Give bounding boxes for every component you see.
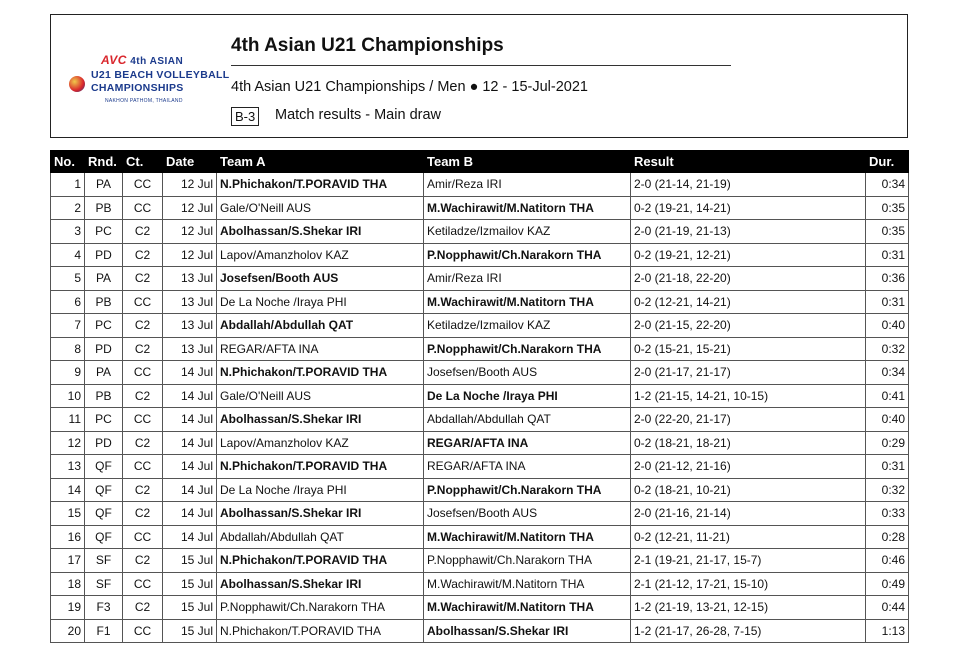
logo-location: NAKHON PATHOM, THAILAND	[105, 98, 183, 104]
cell-match-no: 15	[51, 502, 85, 526]
cell-team-b: P.Nopphawit/Ch.Narakorn THA	[424, 478, 631, 502]
table-row	[51, 525, 909, 549]
cell-duration: 0:40	[866, 314, 909, 338]
cell-round: SF	[85, 549, 123, 573]
cell-match-no: 7	[51, 314, 85, 338]
cell-date: 13 Jul	[163, 337, 217, 361]
table-row	[51, 220, 909, 244]
cell-team-a: Lapov/Amanzholov KAZ	[217, 243, 424, 267]
cell-team-b: Abolhassan/S.Shekar IRI	[424, 619, 631, 643]
cell-date: 14 Jul	[163, 361, 217, 385]
cell-court: C2	[123, 243, 163, 267]
cell-round: PD	[85, 431, 123, 455]
cell-round: PB	[85, 290, 123, 314]
cell-duration: 0:34	[866, 361, 909, 385]
cell-result: 0-2 (19-21, 14-21)	[631, 196, 866, 220]
cell-court: C2	[123, 431, 163, 455]
cell-court: CC	[123, 619, 163, 643]
cell-duration: 0:31	[866, 290, 909, 314]
cell-duration: 0:31	[866, 455, 909, 479]
cell-court: C2	[123, 267, 163, 291]
cell-duration: 0:35	[866, 196, 909, 220]
cell-duration: 0:36	[866, 267, 909, 291]
cell-match-no: 14	[51, 478, 85, 502]
cell-team-b: Ketiladze/Izmailov KAZ	[424, 220, 631, 244]
cell-court: C2	[123, 549, 163, 573]
cell-court: C2	[123, 314, 163, 338]
cell-team-b: Amir/Reza IRI	[424, 267, 631, 291]
table-row	[51, 243, 909, 267]
cell-duration: 0:44	[866, 596, 909, 620]
table-row	[51, 549, 909, 573]
cell-match-no: 20	[51, 619, 85, 643]
cell-date: 14 Jul	[163, 455, 217, 479]
cell-date: 13 Jul	[163, 314, 217, 338]
cell-date: 15 Jul	[163, 572, 217, 596]
table-row	[51, 596, 909, 620]
cell-team-a: Abolhassan/S.Shekar IRI	[217, 502, 424, 526]
cell-result: 1-2 (21-17, 26-28, 7-15)	[631, 619, 866, 643]
championship-logo	[65, 51, 230, 121]
cell-court: C2	[123, 337, 163, 361]
cell-team-a: N.Phichakon/T.PORAVID THA	[217, 549, 424, 573]
cell-round: PC	[85, 408, 123, 432]
table-header-row	[51, 151, 909, 173]
column-header-team-a: Team A	[217, 151, 424, 173]
cell-result: 2-0 (21-14, 21-19)	[631, 173, 866, 197]
cell-date: 13 Jul	[163, 290, 217, 314]
cell-duration: 0:41	[866, 384, 909, 408]
cell-match-no: 9	[51, 361, 85, 385]
cell-duration: 0:46	[866, 549, 909, 573]
cell-court: C2	[123, 384, 163, 408]
logo-edition: 4th ASIAN	[130, 56, 184, 67]
cell-court: C2	[123, 596, 163, 620]
cell-match-no: 19	[51, 596, 85, 620]
cell-team-a: Abolhassan/S.Shekar IRI	[217, 572, 424, 596]
cell-team-a: Gale/O'Neill AUS	[217, 384, 424, 408]
table-row	[51, 314, 909, 338]
cell-team-a: N.Phichakon/T.PORAVID THA	[217, 361, 424, 385]
cell-round: PD	[85, 337, 123, 361]
title-divider	[231, 65, 731, 66]
cell-result: 2-0 (21-12, 21-16)	[631, 455, 866, 479]
cell-match-no: 16	[51, 525, 85, 549]
cell-round: PD	[85, 243, 123, 267]
cell-team-a: P.Nopphawit/Ch.Narakorn THA	[217, 596, 424, 620]
cell-team-b: P.Nopphawit/Ch.Narakorn THA	[424, 549, 631, 573]
column-header-date: Date	[163, 151, 217, 173]
cell-match-no: 12	[51, 431, 85, 455]
cell-result: 2-0 (21-16, 21-14)	[631, 502, 866, 526]
cell-match-no: 5	[51, 267, 85, 291]
cell-round: PB	[85, 384, 123, 408]
cell-team-a: REGAR/AFTA INA	[217, 337, 424, 361]
column-header-court: Ct.	[123, 151, 163, 173]
cell-round: QF	[85, 502, 123, 526]
cell-duration: 1:13	[866, 619, 909, 643]
cell-team-b: M.Wachirawit/M.Natitorn THA	[424, 596, 631, 620]
cell-round: PC	[85, 314, 123, 338]
cell-court: CC	[123, 290, 163, 314]
cell-team-b: Abdallah/Abdullah QAT	[424, 408, 631, 432]
table-row	[51, 478, 909, 502]
cell-duration: 0:49	[866, 572, 909, 596]
cell-court: C2	[123, 220, 163, 244]
cell-team-a: Abdallah/Abdullah QAT	[217, 525, 424, 549]
logo-line-1: U21 BEACH VOLLEYBALL	[91, 69, 230, 81]
match-results-table	[50, 150, 909, 643]
cell-team-a: Abdallah/Abdullah QAT	[217, 314, 424, 338]
cell-round: QF	[85, 455, 123, 479]
cell-duration: 0:31	[866, 243, 909, 267]
cell-date: 14 Jul	[163, 431, 217, 455]
cell-date: 15 Jul	[163, 619, 217, 643]
cell-result: 0-2 (19-21, 12-21)	[631, 243, 866, 267]
table-row	[51, 431, 909, 455]
cell-result: 2-0 (21-18, 22-20)	[631, 267, 866, 291]
cell-round: PA	[85, 267, 123, 291]
cell-date: 12 Jul	[163, 220, 217, 244]
table-row	[51, 173, 909, 197]
cell-match-no: 6	[51, 290, 85, 314]
cell-result: 0-2 (18-21, 18-21)	[631, 431, 866, 455]
cell-date: 14 Jul	[163, 408, 217, 432]
cell-court: C2	[123, 478, 163, 502]
cell-result: 0-2 (12-21, 11-21)	[631, 525, 866, 549]
cell-duration: 0:28	[866, 525, 909, 549]
cell-round: PC	[85, 220, 123, 244]
cell-date: 12 Jul	[163, 173, 217, 197]
cell-result: 2-0 (21-19, 21-13)	[631, 220, 866, 244]
cell-team-b: De La Noche /Iraya PHI	[424, 384, 631, 408]
document-header	[50, 14, 908, 138]
cell-court: CC	[123, 572, 163, 596]
cell-team-a: N.Phichakon/T.PORAVID THA	[217, 619, 424, 643]
cell-court: C2	[123, 502, 163, 526]
column-header-team-b: Team B	[424, 151, 631, 173]
cell-date: 15 Jul	[163, 596, 217, 620]
cell-date: 14 Jul	[163, 502, 217, 526]
cell-team-a: Josefsen/Booth AUS	[217, 267, 424, 291]
cell-court: CC	[123, 196, 163, 220]
cell-match-no: 1	[51, 173, 85, 197]
table-row	[51, 384, 909, 408]
cell-duration: 0:32	[866, 337, 909, 361]
cell-duration: 0:34	[866, 173, 909, 197]
cell-court: CC	[123, 408, 163, 432]
cell-result: 2-1 (21-12, 17-21, 15-10)	[631, 572, 866, 596]
cell-team-b: Ketiladze/Izmailov KAZ	[424, 314, 631, 338]
cell-match-no: 13	[51, 455, 85, 479]
column-header-duration: Dur.	[866, 151, 909, 173]
cell-round: PB	[85, 196, 123, 220]
cell-round: PA	[85, 173, 123, 197]
cell-round: QF	[85, 478, 123, 502]
cell-date: 14 Jul	[163, 384, 217, 408]
document-label: Match results - Main draw	[275, 107, 441, 123]
table-row	[51, 572, 909, 596]
cell-match-no: 4	[51, 243, 85, 267]
cell-date: 12 Jul	[163, 196, 217, 220]
cell-team-b: M.Wachirawit/M.Natitorn THA	[424, 196, 631, 220]
cell-result: 0-2 (12-21, 14-21)	[631, 290, 866, 314]
volleyball-icon	[69, 76, 85, 92]
cell-team-a: Abolhassan/S.Shekar IRI	[217, 408, 424, 432]
table-row	[51, 502, 909, 526]
column-header-round: Rnd.	[85, 151, 123, 173]
cell-match-no: 18	[51, 572, 85, 596]
cell-match-no: 11	[51, 408, 85, 432]
cell-court: CC	[123, 455, 163, 479]
cell-team-b: M.Wachirawit/M.Natitorn THA	[424, 525, 631, 549]
cell-team-b: Josefsen/Booth AUS	[424, 361, 631, 385]
table-row	[51, 290, 909, 314]
table-row	[51, 455, 909, 479]
cell-court: CC	[123, 361, 163, 385]
cell-match-no: 17	[51, 549, 85, 573]
cell-result: 0-2 (18-21, 10-21)	[631, 478, 866, 502]
table-row	[51, 196, 909, 220]
table-row	[51, 267, 909, 291]
cell-court: CC	[123, 525, 163, 549]
cell-date: 15 Jul	[163, 549, 217, 573]
cell-date: 14 Jul	[163, 478, 217, 502]
logo-line-2: CHAMPIONSHIPS	[91, 82, 184, 94]
cell-duration: 0:32	[866, 478, 909, 502]
cell-duration: 0:40	[866, 408, 909, 432]
table-body	[51, 173, 909, 643]
cell-team-a: De La Noche /Iraya PHI	[217, 478, 424, 502]
cell-team-b: M.Wachirawit/M.Natitorn THA	[424, 572, 631, 596]
cell-team-b: REGAR/AFTA INA	[424, 431, 631, 455]
cell-date: 13 Jul	[163, 267, 217, 291]
cell-date: 14 Jul	[163, 525, 217, 549]
cell-team-a: N.Phichakon/T.PORAVID THA	[217, 455, 424, 479]
cell-duration: 0:33	[866, 502, 909, 526]
cell-result: 1-2 (21-19, 13-21, 12-15)	[631, 596, 866, 620]
cell-team-b: REGAR/AFTA INA	[424, 455, 631, 479]
cell-result: 2-0 (21-17, 21-17)	[631, 361, 866, 385]
cell-duration: 0:35	[866, 220, 909, 244]
cell-team-a: Abolhassan/S.Shekar IRI	[217, 220, 424, 244]
cell-team-a: N.Phichakon/T.PORAVID THA	[217, 173, 424, 197]
table-row	[51, 619, 909, 643]
page-title: 4th Asian U21 Championships	[231, 35, 504, 56]
cell-round: SF	[85, 572, 123, 596]
cell-team-b: P.Nopphawit/Ch.Narakorn THA	[424, 243, 631, 267]
logo-brand: AVC	[101, 53, 127, 67]
cell-match-no: 10	[51, 384, 85, 408]
cell-team-a: Gale/O'Neill AUS	[217, 196, 424, 220]
cell-result: 1-2 (21-15, 14-21, 10-15)	[631, 384, 866, 408]
cell-match-no: 8	[51, 337, 85, 361]
cell-match-no: 3	[51, 220, 85, 244]
table-row	[51, 337, 909, 361]
cell-team-b: M.Wachirawit/M.Natitorn THA	[424, 290, 631, 314]
document-code: B-3	[231, 107, 259, 126]
cell-result: 2-0 (22-20, 21-17)	[631, 408, 866, 432]
cell-result: 2-0 (21-15, 22-20)	[631, 314, 866, 338]
cell-team-a: De La Noche /Iraya PHI	[217, 290, 424, 314]
table-row	[51, 361, 909, 385]
cell-team-a: Lapov/Amanzholov KAZ	[217, 431, 424, 455]
cell-round: PA	[85, 361, 123, 385]
cell-round: F3	[85, 596, 123, 620]
cell-round: F1	[85, 619, 123, 643]
table-row	[51, 408, 909, 432]
page-subtitle: 4th Asian U21 Championships / Men ● 12 - 15-Jul-2021	[231, 79, 588, 95]
cell-duration: 0:29	[866, 431, 909, 455]
cell-team-b: Amir/Reza IRI	[424, 173, 631, 197]
cell-round: QF	[85, 525, 123, 549]
cell-team-b: Josefsen/Booth AUS	[424, 502, 631, 526]
column-header-no: No.	[51, 151, 85, 173]
column-header-result: Result	[631, 151, 866, 173]
cell-date: 12 Jul	[163, 243, 217, 267]
cell-team-b: P.Nopphawit/Ch.Narakorn THA	[424, 337, 631, 361]
cell-result: 2-1 (19-21, 21-17, 15-7)	[631, 549, 866, 573]
cell-match-no: 2	[51, 196, 85, 220]
cell-result: 0-2 (15-21, 15-21)	[631, 337, 866, 361]
cell-court: CC	[123, 173, 163, 197]
